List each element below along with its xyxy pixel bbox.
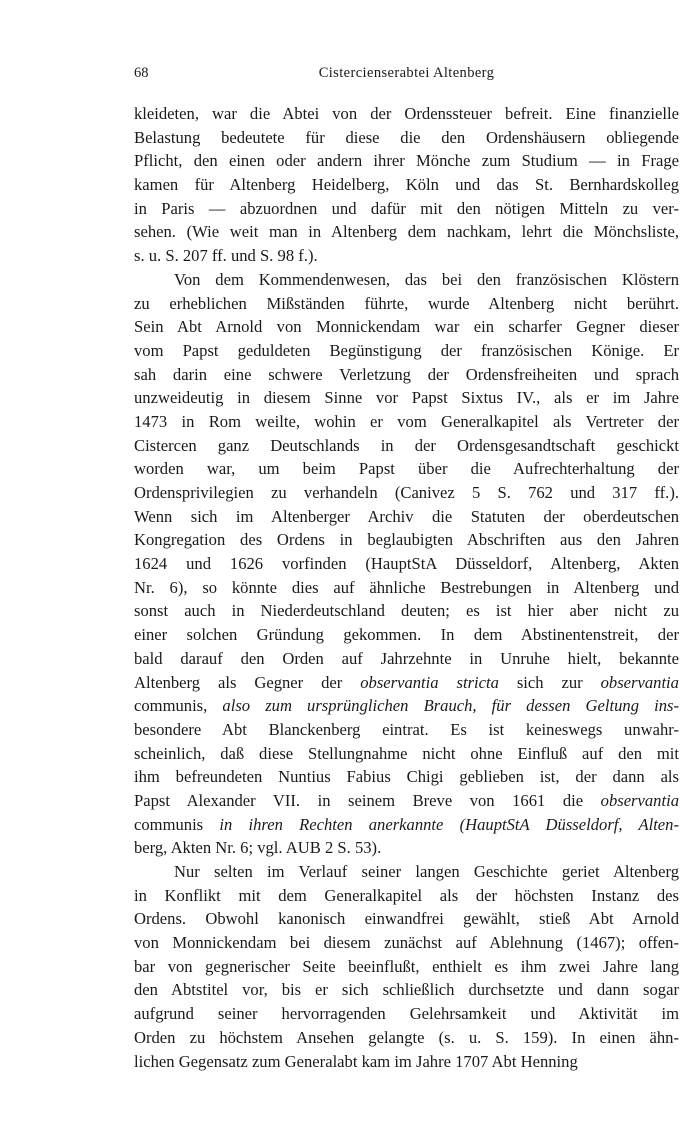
text-line: scheinlich, daß diese Stellungnahme nicht ohne Einfluß auf den mit [134,743,679,763]
text-line: Nr. 6), so könnte dies auf ähnliche Bestrebungen in Altenberg und [134,577,679,597]
body-text [134,102,679,1073]
text-line: Sein Abt Arnold von Monnickendam war ein scharfer Gegner dieser [134,317,679,337]
text-line: in Konflikt mit dem Generalkapitel als der höchsten Instanz des [134,885,679,905]
text-line: sehen. (Wie weit man in Altenberg dem nachkam, lehrt die Mönchsliste, [134,222,679,242]
text-line: Cistercen ganz Deutschlands in der Ordensgesandtschaft geschickt [134,435,679,455]
text-line: kleideten, war die Abtei von der Ordenssteuer befreit. Eine finanzielle [134,104,679,123]
italic-term: observantia [600,672,679,692]
italic-term: in ihren Rechten anerkannte (HauptStA Düsseldorf, Alten- [203,814,679,834]
text-line: berg, Akten Nr. 6; vgl. AUB 2 S. 53). [134,838,382,858]
text-line: bar von gegnerischer Seite beeinflußt, enthielt es ihm zwei Jahre lang [134,956,679,976]
text-line: von Monnickendam bei diesem zunächst auf Ablehnung (1467); offen- [134,933,679,953]
text-line: zu erheblichen Mißständen führte, wurde Altenberg nicht berührt. [134,293,679,313]
text-line: 1624 und 1626 vorfinden (HauptStA Düsseldorf, Altenberg, Akten [134,554,679,574]
text-line: aufgrund seiner hervorragenden Gelehrsamkeit und Aktivität im [134,1004,679,1024]
text-line: Ordensprivilegien zu verhandeln (Canivez 5 S. 762 und 317 ff.). [134,483,679,502]
page-number: 68 [134,65,149,81]
paragraph [134,860,679,1073]
text-line: communis in ihren Rechten anerkannte (HauptStA Düsseldorf, Alten- [134,814,679,834]
text-line: ihm befreundeten Nuntius Fabius Chigi geblieben ist, der dann als [134,767,679,787]
running-title: Cistercienserabtei Altenberg [318,65,495,81]
text-line: worden war, um beim Papst über die Aufrechterhaltung der [134,459,679,479]
text-line: sah darin eine schwere Verletzung der Ordensfreiheiten und sprach [134,364,679,384]
paragraph [134,268,679,860]
text-line: Belastung bedeutete für diese die den Ordenshäusern obliegende [134,127,679,147]
text-line: sonst auch in Niederdeutschland deuten; es ist hier aber nicht zu [134,601,679,621]
text-line: kamen für Altenberg Heidelberg, Köln und das St. Bernhardskolleg [134,175,679,195]
text-line: Altenberg als Gegner der observantia stricta sich zur observantia [134,672,679,692]
running-head [134,62,679,84]
text-line: unzweideutig in diesem Sinne vor Papst Sixtus IV., als er im Jahre [134,388,679,408]
text-line: vom Papst geduldeten Begünstigung der französischen Könige. Er [134,340,679,360]
italic-term: observantia [600,790,679,810]
text-line: lichen Gegensatz zum Generalabt kam im Jahre 1707 Abt Henning [134,1051,578,1071]
text-line: Nur selten im Verlauf seiner langen Geschichte geriet Altenberg [174,862,679,881]
italic-term: observantia stricta [360,672,499,692]
text-line: Von dem Kommendenwesen, das bei den französischen Klöstern [174,269,679,289]
text-line: besondere Abt Blanckenberg eintrat. Es ist keineswegs unwahr- [134,719,679,739]
text-line: 1473 in Rom weilte, wohin er vom Generalkapitel als Vertreter der [134,411,679,431]
text-line: s. u. S. 207 ff. und S. 98 f.). [134,246,318,266]
text-line: communis, also zum ursprünglichen Brauch, für dessen Geltung ins- [134,696,679,716]
text-line: bald darauf den Orden auf Jahrzehnte in Unruhe hielt, bekannte [134,648,679,668]
italic-term: , also zum ursprünglichen Brauch, für dessen Geltung ins- [203,696,679,716]
text-line: Papst Alexander VII. in seinem Breve von 1661 die observantia [134,790,679,810]
text-line: Kongregation des Ordens in beglaubigten Abschriften aus den Jahren [134,530,679,550]
text-line: Pflicht, den einen oder andern ihrer Mönche zum Studium — in Frage [134,151,679,171]
text-line: Wenn sich im Altenberger Archiv die Statuten der oberdeutschen [134,506,679,526]
text-line: Orden zu höchstem Ansehen gelangte (s. u. S. 159). In einen ähn- [134,1027,679,1047]
text-line: den Abtstitel vor, bis er sich schließlich durchsetzte und dann sogar [134,980,679,1000]
text-line: einer solchen Gründung gekommen. In dem Abstinentenstreit, der [134,625,679,645]
text-line: Ordens. Obwohl kanonisch einwandfrei gewählt, stieß Abt Arnold [134,909,679,929]
paragraph [134,102,679,268]
text-line: in Paris — abzuordnen und dafür mit den nötigen Mitteln zu ver- [134,198,679,218]
